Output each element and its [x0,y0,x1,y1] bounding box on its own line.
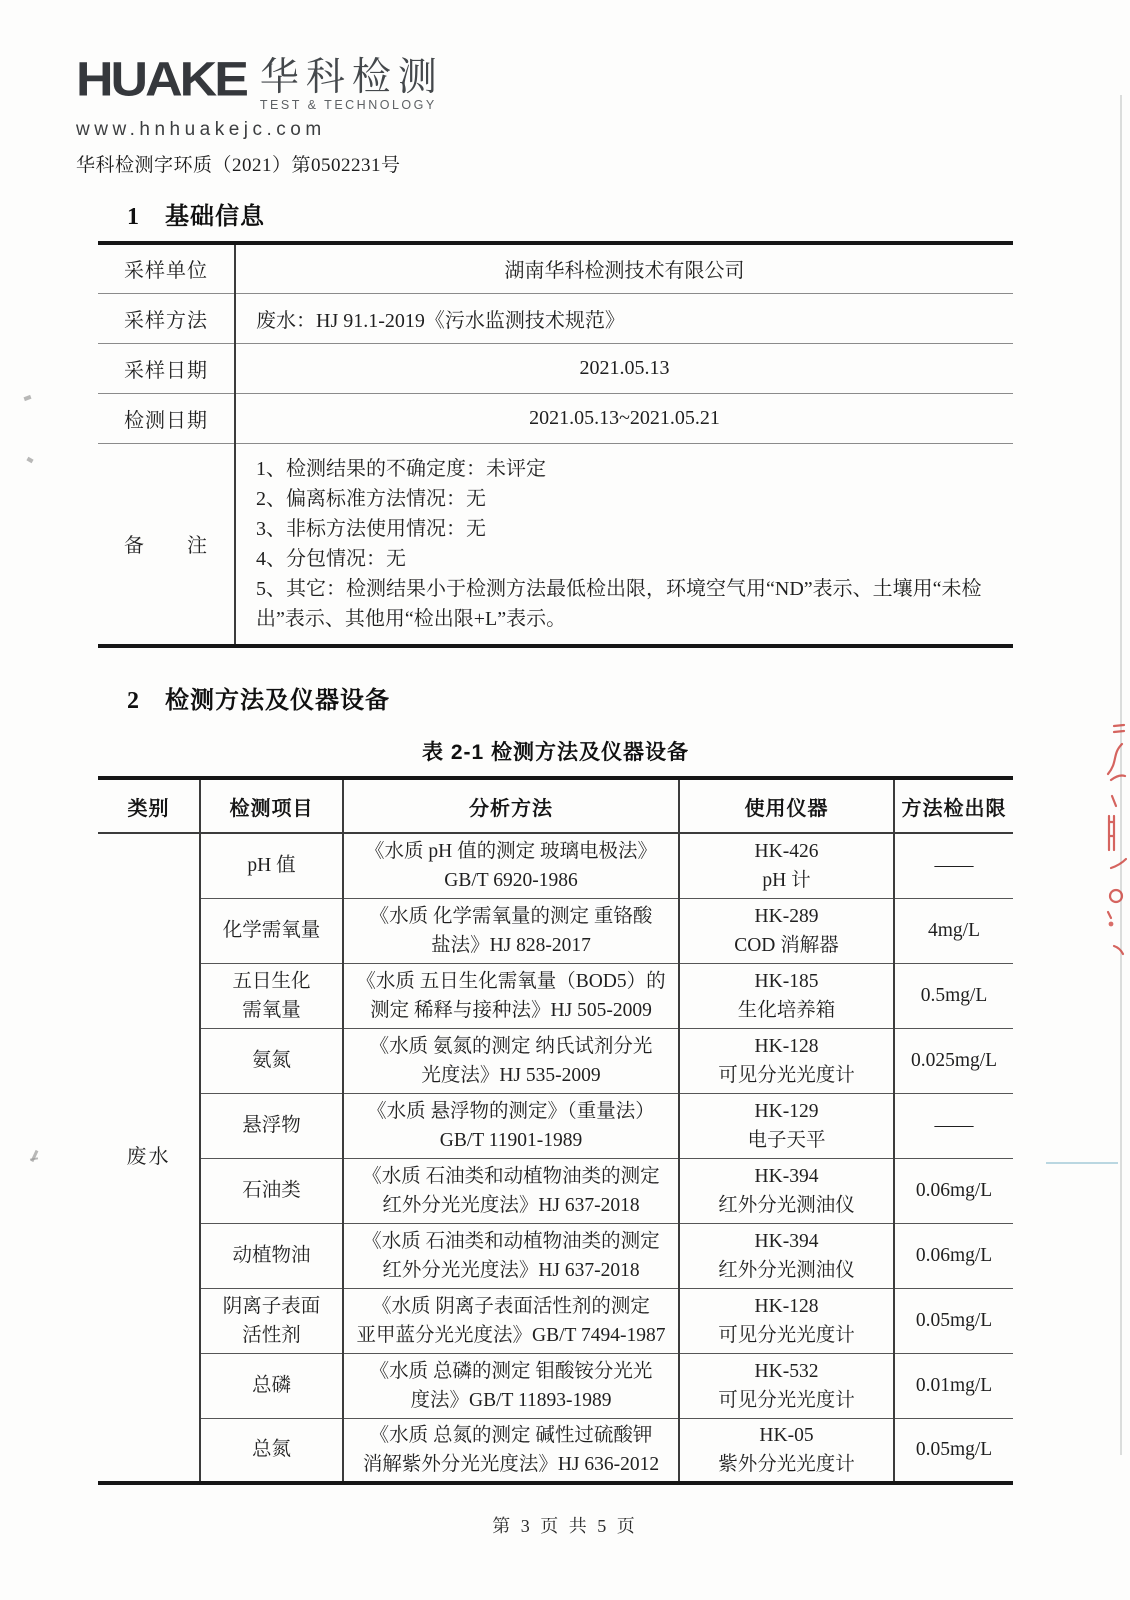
instrument-cell: HK-128 可见分光光度计 [679,1288,894,1353]
method-cell: 《水质 石油类和动植物油类的测定 红外分光光度法》HJ 637-2018 [343,1223,679,1288]
table-row [98,833,1013,898]
column-header-category: 类别 [98,778,200,833]
limit-cell: 0.05mg/L [894,1418,1013,1483]
remark-content [235,443,1013,646]
remark-item: 5、其它：检测结果小于检测方法最低检出限，环境空气用“ND”表示、土壤用“未检出”表示、其他用“检出限+L”表示。 [256,577,982,630]
page-footer: 第 3 页 共 5 页 [492,1516,638,1536]
item-cell: 总氮 [200,1418,343,1483]
section-2-heading [127,680,390,715]
remark-row [98,443,1013,646]
column-header-limit: 方法检出限 [894,778,1013,833]
section-2-title: 检测方法及仪器设备 [165,687,390,714]
instrument-cell: HK-289 COD 消解器 [679,898,894,963]
scan-artifact [1046,1162,1118,1164]
website-text: www.hnhuakejc.com [76,119,326,140]
limit-cell: 0.025mg/L [894,1028,1013,1093]
info-value: 废水：HJ 91.1-2019《污水监测技术规范》 [235,293,1013,343]
limit-cell: —— [894,833,1013,898]
scan-artifact [24,395,32,401]
doc-number: 华科检测字环质（2021）第0502231号 [76,155,401,176]
limit-cell: 0.06mg/L [894,1223,1013,1288]
column-header-method: 分析方法 [343,778,679,833]
category-cell: 废水 [126,1146,171,1168]
instrument-cell: HK-532 可见分光光度计 [679,1353,894,1418]
column-header-item: 检测项目 [200,778,343,833]
method-cell: 《水质 氨氮的测定 纳氏试剂分光 光度法》HJ 535-2009 [343,1028,679,1093]
instrument-cell: HK-394 红外分光测油仪 [679,1223,894,1288]
method-cell: 《水质 悬浮物的测定》（重量法） GB/T 11901-1989 [343,1093,679,1158]
method-cell: 《水质 五日生化需氧量（BOD5）的 测定 稀释与接种法》HJ 505-2009 [343,963,679,1028]
brand-letterhead [76,53,444,177]
method-cell: 《水质 pH 值的测定 玻璃电极法》 GB/T 6920-1986 [343,833,679,898]
table-row [98,243,1013,293]
table-row [98,1223,1013,1288]
table-2-title: 表 2-1 检测方法及仪器设备 [421,741,690,764]
table-row [98,1418,1013,1483]
method-cell: 《水质 总氮的测定 碱性过硫酸钾 消解紫外分光光度法》HJ 636-2012 [343,1418,679,1483]
item-cell: 阴离子表面 活性剂 [200,1288,343,1353]
basic-info-table [98,241,1013,648]
section-2-number: 2 [127,688,139,714]
remark-item: 3、非标方法使用情况：无 [256,517,486,540]
info-label: 检测日期 [98,393,235,443]
table-row [98,1158,1013,1223]
item-cell: 五日生化 需氧量 [200,963,343,1028]
instrument-cell: HK-394 红外分光测油仪 [679,1158,894,1223]
table-row [98,393,1013,443]
item-cell: 氨氮 [200,1028,343,1093]
limit-cell: 4mg/L [894,898,1013,963]
instrument-cell: HK-129 电子天平 [679,1093,894,1158]
table-row [98,963,1013,1028]
remark-item: 4、分包情况：无 [256,547,406,570]
huake-logo: HUAKE [76,53,246,107]
instrument-cell: HK-05 紫外分光光度计 [679,1418,894,1483]
logo-cn-text: 华科检测 [259,56,444,99]
info-value: 2021.05.13~2021.05.21 [235,393,1013,443]
info-value: 湖南华科检测技术有限公司 [504,260,745,283]
item-cell: 石油类 [200,1158,343,1223]
table-row [98,1288,1013,1353]
limit-cell: 0.01mg/L [894,1353,1013,1418]
item-cell: 动植物油 [200,1223,343,1288]
method-cell: 《水质 总磷的测定 钼酸铵分光光 度法》GB/T 11893-1989 [343,1353,679,1418]
section-1-heading [127,196,265,231]
method-cell: 《水质 石油类和动植物油类的测定 红外分光光度法》HJ 637-2018 [343,1158,679,1223]
info-label: 采样日期 [98,343,235,393]
instrument-cell: HK-185 生化培养箱 [679,963,894,1028]
table-row [98,1353,1013,1418]
red-stamp-fragment-icon [1078,700,1130,990]
header-row [98,778,1013,833]
limit-cell: 0.06mg/L [894,1158,1013,1223]
table-row [98,1093,1013,1158]
logo-subtitle: TEST & TECHNOLOGY [259,98,437,112]
method-cell: 《水质 化学需氧量的测定 重铬酸 盐法》HJ 828-2017 [343,898,679,963]
limit-cell: —— [894,1093,1013,1158]
remark-item: 1、检测结果的不确定度：未评定 [256,457,546,480]
info-value: 2021.05.13 [235,343,1013,393]
column-header-instrument: 使用仪器 [679,778,894,833]
remark-label: 备 注 [98,443,235,646]
scan-artifact [26,457,33,463]
table-row [98,1028,1013,1093]
instrument-cell: HK-128 可见分光光度计 [679,1028,894,1093]
table-row [98,343,1013,393]
info-label: 采样单位 [98,243,235,293]
item-cell: 化学需氧量 [200,898,343,963]
methods-table [98,776,1013,1485]
item-cell: 总磷 [200,1353,343,1418]
limit-cell: 0.05mg/L [894,1288,1013,1353]
item-cell: 悬浮物 [200,1093,343,1158]
instrument-cell: HK-426 pH 计 [679,833,894,898]
limit-cell: 0.5mg/L [894,963,1013,1028]
item-cell: pH 值 [200,833,343,898]
section-1-title: 基础信息 [165,203,265,230]
table-row [98,293,1013,343]
info-label: 采样方法 [98,293,235,343]
table-row [98,898,1013,963]
method-cell: 《水质 阴离子表面活性剂的测定 亚甲蓝分光光度法》GB/T 7494-1987 [343,1288,679,1353]
section-1-number: 1 [127,204,139,230]
remark-item: 2、偏离标准方法情况：无 [256,487,486,510]
